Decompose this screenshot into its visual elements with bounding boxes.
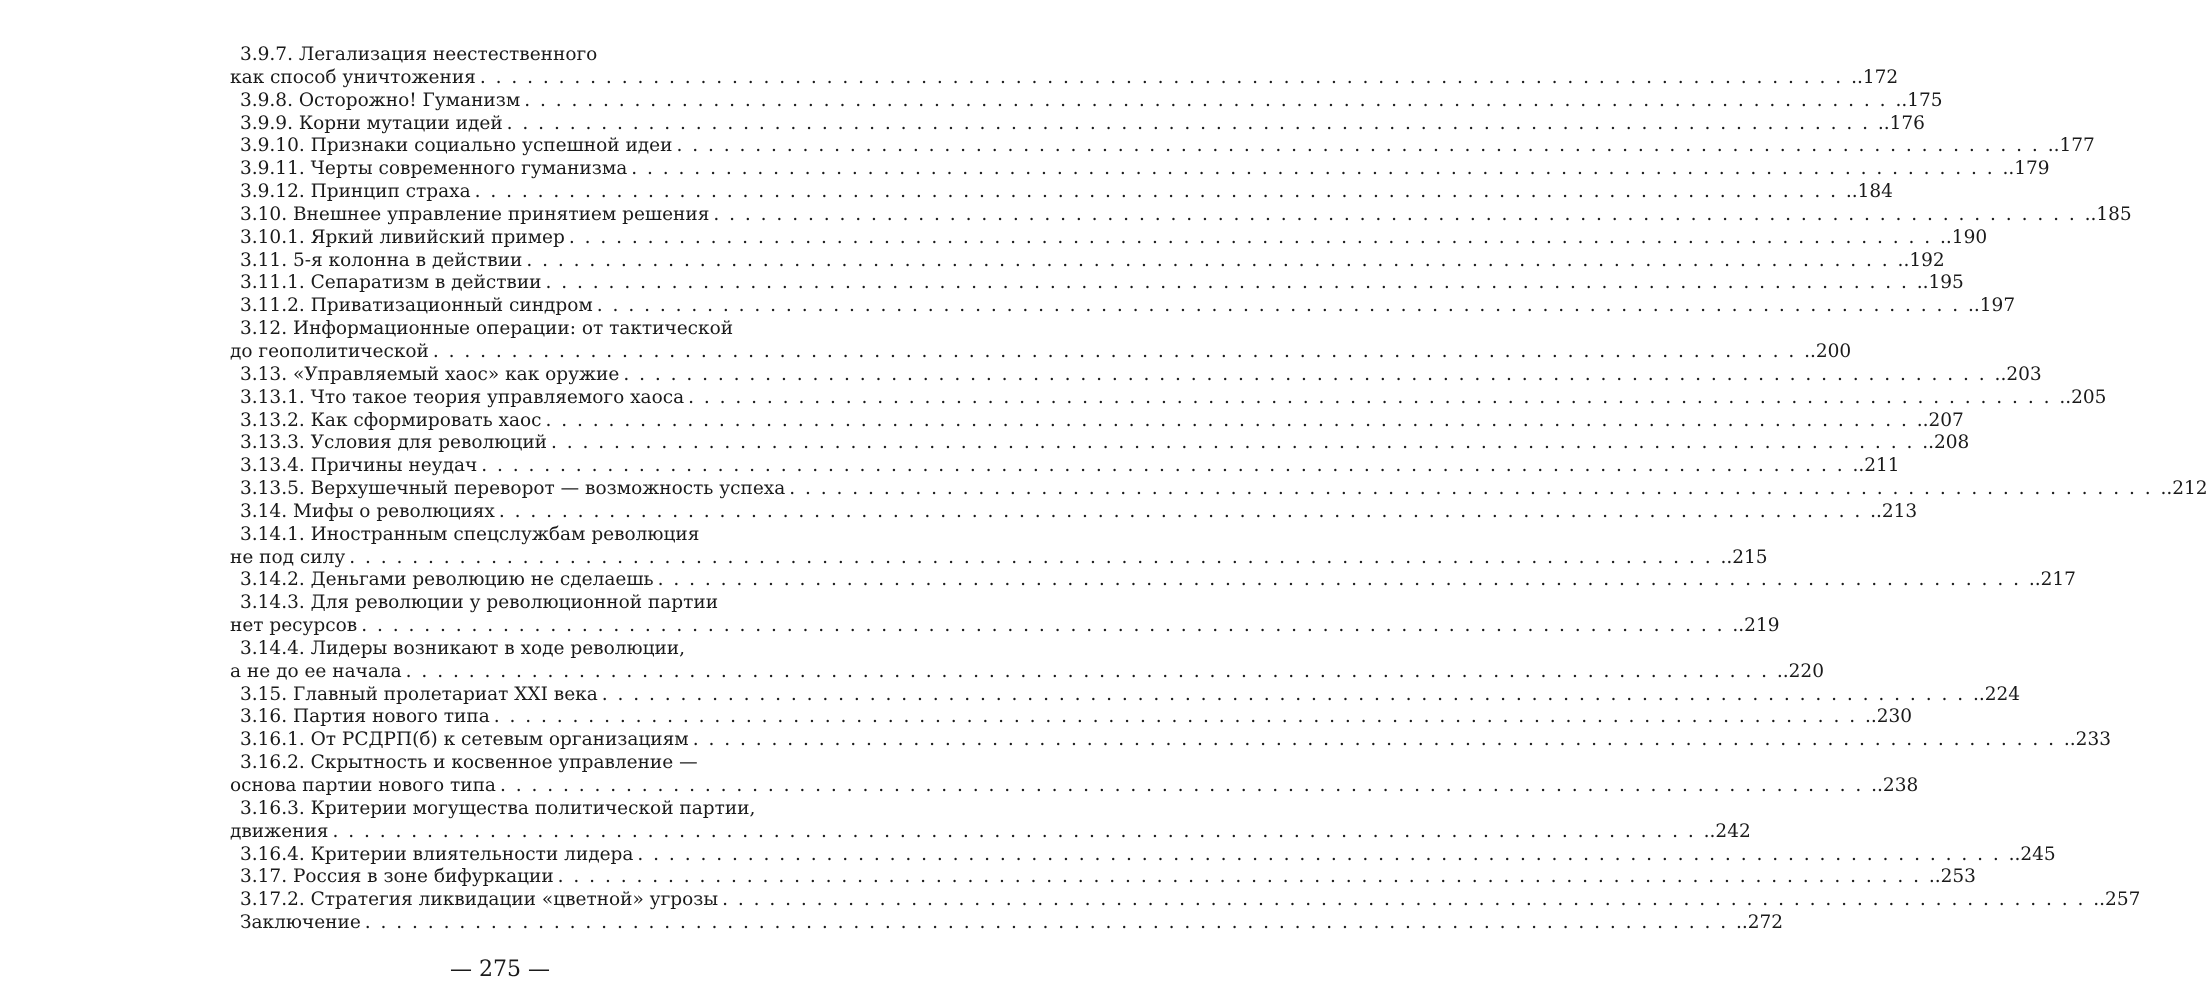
dot-leader [503,113,1884,136]
dot-leader [522,250,1903,273]
dot-leader [496,775,1877,798]
toc-entry-title: 3.17. Россия в зоне бифуркации [240,866,554,888]
toc-entry-line [230,89,1943,113]
toc-entry-page: .253 [1934,866,1976,888]
toc-entry-page: .207 [1922,409,1964,431]
toc-entry [230,569,2076,592]
dot-leader [689,729,2070,752]
toc-entry [230,409,1964,433]
toc-entry-title: 3.12. Информационные операции: от тактической [240,318,734,340]
toc-entry [230,226,1988,250]
toc-entry-page: .184 [1851,181,1893,203]
toc-entry [230,592,1780,638]
toc-entry-line [230,775,1919,798]
toc-entry [230,500,1918,524]
toc-entry-line [230,112,1925,136]
toc-entry-line [230,866,1976,889]
toc-entry [230,752,1919,798]
toc-entry-continuation: а не до ее начала [230,660,402,682]
toc-entry-title: 3.16.3. Критерии могущества политической партии, [240,797,756,819]
toc-entry-page: .175 [1901,89,1943,111]
toc-entry [230,478,2208,501]
dot-leader [718,889,2099,912]
toc-entry-continuation: до геополитической [230,340,429,362]
toc-entry-line [230,615,1780,638]
toc-entry-continuation: нет ресурсов [230,615,358,637]
toc-entry-line [230,820,1751,844]
dot-leader [476,67,1857,90]
dot-leader [520,90,1901,113]
toc-entry-page: .238 [1877,775,1919,796]
toc-entry-page: .176 [1883,112,1925,134]
toc-entry-title: 3.14.2. Деньгами революцию не сделаешь [240,569,654,591]
toc-entry-page: .208 [1928,432,1970,454]
toc-entry-line [230,889,2141,912]
toc-entry-title: 3.10.1. Яркий ливийский пример [240,226,565,248]
toc-entry-title: 3.14.3. Для революции у революционной партии [240,592,719,614]
toc-entry-page: .257 [2099,889,2141,911]
toc-entry-page: .192 [1903,249,1945,271]
toc-entry [230,866,1976,889]
toc-entry-continuation: основа партии нового типа [230,775,496,796]
toc-entry-title: 3.14.1. Иностранным спецслужбам революция [240,523,700,545]
dot-leader [542,410,1923,433]
dot-leader [709,204,2090,227]
dot-leader [490,706,1871,729]
toc-entry-page: .215 [1726,546,1768,568]
toc-entry-page: .219 [1738,615,1780,637]
dot-leader [554,866,1935,889]
toc-entry-title: 3.13.4. Причины неудач [240,455,478,477]
toc-entry-line [230,455,1900,478]
page-number: — 275 — [450,957,550,982]
toc-entry-title: 3.16.4. Критерии влиятельности лидера [240,843,634,865]
toc-entry-title: 3.16.2. Скрытность и косвенное управление — [240,752,698,774]
dot-leader [429,341,1810,364]
toc-entry [230,249,1945,273]
toc-entry-title: 3.16.1. От РСДРП(б) к сетевым организациям [240,729,689,751]
dot-leader [542,272,1923,295]
toc-entry-line [230,546,1768,570]
toc-entry-line [230,386,2107,410]
toc-entry-line [230,135,2095,158]
toc-entry-title: Заключение [240,912,361,934]
toc-entry-line [230,363,2042,387]
toc-entry-continuation: как способ уничтожения [230,66,476,88]
toc-entry [230,272,1964,295]
toc-entry-page: .217 [2034,569,2076,591]
dot-leader [477,455,1858,478]
toc-entry-page: .203 [2000,363,2042,385]
toc-entry [230,637,1824,684]
toc-entry [230,112,1925,136]
toc-entry [230,729,2111,752]
dot-leader [328,821,1709,844]
dot-leader [565,227,1946,250]
toc-entry [230,706,1913,729]
dot-leader [785,478,2166,501]
toc-entry-title: 3.13.5. Верхушечный переворот — возможность успеха [240,478,786,500]
toc-entry-line [230,729,2111,752]
toc-entry-line [230,569,2076,592]
toc-entry-continuation: не под силу [230,546,346,568]
toc-entry-title: 3.13.1. Что такое теория управляемого хаоса [240,386,685,408]
toc-entry-line [230,843,2056,867]
toc-entry-title: 3.11.2. Приватизационный синдром [240,295,593,317]
dot-leader [619,364,2000,387]
toc-entry [230,889,2141,912]
toc-entry-page: .172 [1856,66,1899,88]
toc-entry [230,386,2107,410]
toc-entry-page: .233 [2069,729,2111,751]
toc-entry-line [230,432,1970,455]
dot-leader [357,615,1738,638]
toc-entry-title: 3.9.7. Легализация неестественного [240,44,598,65]
toc-entry-page: .185 [2090,203,2132,225]
toc-entry-title: 3.14. Мифы о революциях [240,500,495,522]
dot-leader [361,912,1742,935]
toc-entry-line [230,478,2208,501]
toc-entry-page: .212 [2166,478,2208,500]
dot-leader [471,181,1852,204]
toc-entry-title: 3.9.8. Осторожно! Гуманизм [240,89,521,111]
toc-entry-title: 3.14.4. Лидеры возникают в ходе революции, [240,637,686,659]
toc-entry-line [230,158,2050,181]
toc-entry [230,843,2056,867]
toc-entry [230,912,1784,935]
toc-entry [230,432,1970,455]
toc-entry-line [230,181,1893,204]
dot-leader [345,547,1726,570]
toc-entry-title: 3.13.2. Как сформировать хаос [240,409,542,431]
toc-entry-page: .224 [1978,683,2021,705]
toc-entry [230,363,2042,387]
toc-entry-page: .272 [1741,912,1784,934]
toc-entry-page: .179 [2008,158,2050,180]
toc-entry [230,455,1900,478]
toc-entry [230,683,2021,707]
toc-entry [230,203,2132,227]
dot-leader [672,135,2053,158]
toc-entry-continuation: движения [230,820,329,842]
dot-leader [654,569,2035,592]
toc-entry-page: .205 [2065,386,2107,408]
toc-entry-title: 3.17.2. Стратегия ликвидации «цветной» угрозы [240,889,719,911]
toc-entry [230,318,1852,364]
toc-entry [230,797,1751,844]
dot-leader [402,661,1783,684]
toc-entry [230,135,2095,158]
toc-entry-page: .211 [1858,455,1900,477]
toc-entry-line [230,66,1899,90]
toc-entry-line [230,660,1824,684]
toc-entry-title: 3.9.12. Принцип страха [240,181,471,203]
dot-leader [547,432,1928,455]
toc-entry-page: .190 [1945,226,1988,248]
toc-entry-line [230,272,1964,295]
toc-entry-title: 3.11.1. Сепаратизм в действии [240,272,542,294]
toc-entry-page: .195 [1922,272,1964,294]
toc-entry-line [230,706,1913,729]
dot-leader [593,295,1974,318]
toc-entry-title: 3.9.11. Черты современного гуманизма [240,158,628,180]
toc-entry-page: .242 [1709,820,1751,842]
toc-entry [230,523,1768,570]
toc-entry-page: .197 [1973,295,2016,317]
toc-entry-page: .220 [1782,660,1824,682]
dot-leader [627,158,2008,181]
toc-entry-title: 3.10. Внешнее управление принятием решения [240,203,710,225]
toc-entry [230,44,1899,90]
toc-entry-line [230,203,2132,227]
table-of-contents [230,44,2208,935]
toc-entry-title: 3.16. Партия нового типа [240,706,490,728]
toc-entry-line [230,226,1988,250]
toc-entry-line [230,295,2016,318]
toc-entry [230,181,1893,204]
toc-entry-page: .245 [2014,843,2056,865]
toc-entry-title: 3.13.3. Условия для революций [240,432,547,454]
toc-entry-title: 3.9.9. Корни мутации идей [240,112,503,134]
toc-entry-title: 3.9.10. Признаки социально успешной идеи [240,135,673,157]
toc-entry-page: .177 [2053,135,2095,157]
toc-entry-title: 3.11. 5-я колонна в действии [240,249,523,271]
toc-entry-title: 3.13. «Управляемый хаос» как оружие [240,363,620,385]
toc-entry-page: .200 [1809,340,1852,362]
toc-entry [230,158,2050,181]
toc-entry-line [230,912,1784,935]
dot-leader [633,844,2014,867]
toc-entry-line [230,500,1918,524]
dot-leader [495,501,1876,524]
toc-entry-page: .230 [1870,706,1913,728]
dot-leader [598,684,1979,707]
toc-entry-line [230,409,1964,433]
toc-entry [230,295,2016,318]
toc-entry-line [230,340,1852,364]
toc-entry-page: .213 [1875,500,1918,522]
dot-leader [684,387,2065,410]
toc-entry-title: 3.15. Главный пролетариат XXI века [240,683,598,705]
toc-entry [230,89,1943,113]
toc-entry-line [230,683,2021,707]
toc-entry-line [230,249,1945,273]
